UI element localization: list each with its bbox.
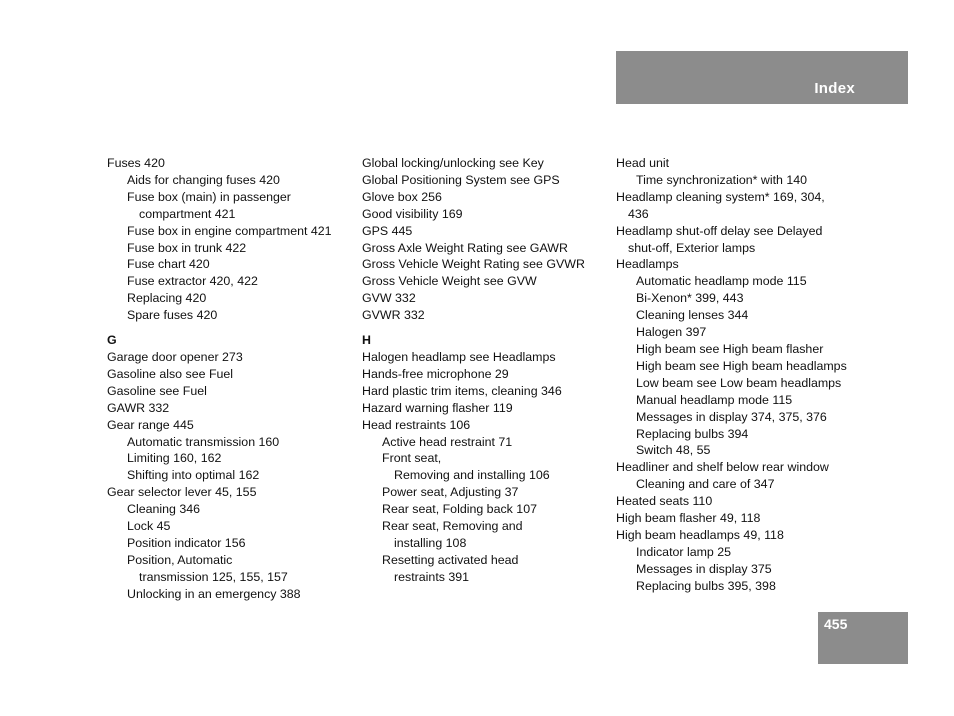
index-subentry: Active head restraint 71 bbox=[382, 434, 513, 449]
index-entry: Gross Axle Weight Rating see GAWR bbox=[362, 240, 568, 255]
index-column-2 bbox=[362, 155, 612, 586]
index-entry: Hands-free microphone 29 bbox=[362, 366, 509, 381]
index-entry: Garage door opener 273 bbox=[107, 349, 243, 364]
index-subentry: compartment 421 bbox=[139, 206, 236, 221]
index-entry: Fuses 420 bbox=[107, 156, 165, 170]
index-subentry: Replacing bulbs 394 bbox=[636, 426, 749, 441]
index-subentry: Bi-Xenon* 399, 443 bbox=[636, 291, 744, 306]
index-subentry: Fuse chart 420 bbox=[127, 257, 210, 272]
index-subentry: Messages in display 375 bbox=[636, 561, 772, 576]
index-subentry: Cleaning lenses 344 bbox=[636, 308, 749, 323]
page-number-box bbox=[818, 612, 908, 664]
index-subentry: Fuse extractor 420, 422 bbox=[127, 274, 258, 289]
index-entry: Gross Vehicle Weight see GVW bbox=[362, 274, 537, 289]
index-entry: High beam flasher 49, 118 bbox=[616, 511, 761, 526]
index-entry: GVWR 332 bbox=[362, 308, 425, 323]
index-column-1 bbox=[107, 155, 357, 603]
index-entry: Hazard warning flasher 119 bbox=[362, 400, 513, 415]
index-entry: High beam headlamps 49, 118 bbox=[616, 527, 784, 542]
index-subentry: Unlocking in an emergency 388 bbox=[127, 586, 301, 601]
index-subentry: Rear seat, Removing and bbox=[382, 519, 523, 534]
index-subentry: 436 bbox=[628, 206, 649, 221]
index-header-tab bbox=[616, 51, 908, 104]
index-subentry: Limiting 160, 162 bbox=[127, 451, 222, 466]
index-subentry: Replacing bulbs 395, 398 bbox=[636, 578, 776, 593]
index-entry: Gasoline see Fuel bbox=[107, 383, 207, 398]
index-subentry: Cleaning and care of 347 bbox=[636, 477, 775, 492]
index-subentry: Aids for changing fuses 420 bbox=[127, 172, 280, 187]
index-title: Index bbox=[814, 80, 855, 97]
index-entry: Heated seats 110 bbox=[616, 494, 713, 509]
index-subentry: Automatic transmission 160 bbox=[127, 434, 280, 449]
index-subentry: Time synchronization* with 140 bbox=[636, 172, 808, 187]
index-subentry: Halogen 397 bbox=[636, 325, 707, 340]
index-subentry: Switch 48, 55 bbox=[636, 443, 711, 458]
index-subentry: Removing and installing 106 bbox=[394, 468, 550, 483]
index-subentry: Position indicator 156 bbox=[127, 535, 246, 550]
index-subentry: Resetting activated head bbox=[382, 552, 519, 567]
index-subentry: Fuse box (main) in passenger bbox=[127, 189, 291, 204]
page-number: 455 bbox=[824, 616, 848, 632]
index-entry: Good visibility 169 bbox=[362, 206, 463, 221]
index-subentry: High beam see High beam flasher bbox=[636, 341, 824, 356]
index-subentry: installing 108 bbox=[394, 535, 467, 550]
index-subentry: Position, Automatic bbox=[127, 552, 233, 567]
index-subentry: Lock 45 bbox=[127, 519, 171, 534]
index-subentry: Spare fuses 420 bbox=[127, 308, 218, 323]
index-subentry: Power seat, Adjusting 37 bbox=[382, 485, 519, 500]
index-entry: Gross Vehicle Weight Rating see GVWR bbox=[362, 257, 585, 272]
index-subentry: transmission 125, 155, 157 bbox=[139, 569, 288, 584]
index-subentry: Fuse box in trunk 422 bbox=[127, 240, 247, 255]
index-subentry: Fuse box in engine compartment 421 bbox=[127, 223, 332, 238]
index-entry: Gear selector lever 45, 155 bbox=[107, 485, 257, 500]
index-subentry: Replacing 420 bbox=[127, 291, 207, 306]
index-subentry: Cleaning 346 bbox=[127, 502, 201, 517]
index-entry: Head unit bbox=[616, 156, 670, 170]
index-entry: Headliner and shelf below rear window bbox=[616, 460, 829, 475]
index-entry: Halogen headlamp see Headlamps bbox=[362, 349, 556, 364]
index-subentry: Messages in display 374, 375, 376 bbox=[636, 409, 827, 424]
index-entry: Gear range 445 bbox=[107, 417, 194, 432]
index-column-3 bbox=[616, 155, 866, 595]
index-subentry: Front seat, bbox=[382, 451, 442, 466]
index-subentry: Rear seat, Folding back 107 bbox=[382, 502, 537, 517]
index-entry: Glove box 256 bbox=[362, 189, 442, 204]
index-entry: Headlamp cleaning system* 169, 304, bbox=[616, 189, 825, 204]
index-entry: Headlamp shut-off delay see Delayed bbox=[616, 223, 823, 238]
index-subentry: Automatic headlamp mode 115 bbox=[636, 274, 807, 289]
index-entry: Gasoline also see Fuel bbox=[107, 366, 234, 381]
index-entry: Headlamps bbox=[616, 257, 679, 272]
index-subentry: Low beam see Low beam headlamps bbox=[636, 375, 842, 390]
index-entry: Global locking/unlocking see Key bbox=[362, 156, 544, 170]
index-entry: GVW 332 bbox=[362, 291, 416, 306]
index-entry: GPS 445 bbox=[362, 223, 413, 238]
index-subentry: Shifting into optimal 162 bbox=[127, 468, 260, 483]
index-subentry: restraints 391 bbox=[394, 569, 470, 584]
index-section-letter: G bbox=[107, 333, 117, 348]
index-entry: GAWR 332 bbox=[107, 400, 170, 415]
index-subentry: Indicator lamp 25 bbox=[636, 544, 732, 559]
index-entry: Hard plastic trim items, cleaning 346 bbox=[362, 383, 562, 398]
index-entry: Head restraints 106 bbox=[362, 417, 471, 432]
index-entry: Global Positioning System see GPS bbox=[362, 172, 560, 187]
index-subentry: High beam see High beam headlamps bbox=[636, 358, 847, 373]
index-section-letter: H bbox=[362, 333, 371, 348]
index-subentry: shut-off, Exterior lamps bbox=[628, 240, 756, 255]
index-subentry: Manual headlamp mode 115 bbox=[636, 392, 793, 407]
